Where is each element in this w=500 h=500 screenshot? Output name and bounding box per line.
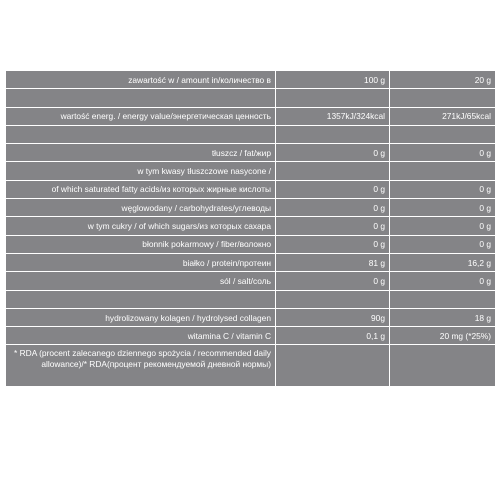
table-row <box>6 217 496 235</box>
per-serving-cell <box>390 125 496 143</box>
nutrient-label-cell: wartość energ. / energy value/энергетическая ценность <box>6 107 276 125</box>
per-serving-cell: 20 mg (*25%) <box>390 327 496 345</box>
per-serving-cell: 0 g <box>390 199 496 217</box>
per-serving-cell <box>390 162 496 180</box>
table-row <box>6 71 496 89</box>
per-serving-cell: 0 g <box>390 144 496 162</box>
per-100g-cell <box>276 345 390 387</box>
nutrient-label-cell: hydrolizowany kolagen / hydrolysed collagen <box>6 308 276 326</box>
per-serving-cell <box>390 290 496 308</box>
per-serving-cell: 16,2 g <box>390 253 496 271</box>
nutrient-label-cell <box>6 89 276 107</box>
per-100g-cell <box>276 125 390 143</box>
per-100g-cell <box>276 89 390 107</box>
per-100g-cell <box>276 290 390 308</box>
table-row <box>6 89 496 107</box>
nutrient-label-cell: * RDA (procent zalecanego dziennego spożycia / recommended daily allowance)/* RDA(процент рекомендуемой дневной нормы) <box>6 345 276 387</box>
per-100g-cell: 0 g <box>276 235 390 253</box>
nutrient-label-cell: białko / protein/протеин <box>6 253 276 271</box>
nutrient-label-cell: w tym kwasy tłuszczowe nasycone / <box>6 162 276 180</box>
per-100g-cell: 81 g <box>276 253 390 271</box>
nutrient-label-cell <box>6 125 276 143</box>
per-serving-cell: 0 g <box>390 272 496 290</box>
nutrient-label-cell: w tym cukry / of which sugars/из которых сахара <box>6 217 276 235</box>
per-100g-cell: 0 g <box>276 199 390 217</box>
per-100g-cell: 1357kJ/324kcal <box>276 107 390 125</box>
per-100g-cell: 100 g <box>276 71 390 89</box>
nutrient-label-cell: węglowodany / carbohydrates/углеводы <box>6 199 276 217</box>
table-row <box>6 180 496 198</box>
table-row <box>6 199 496 217</box>
nutrient-label-cell: tłuszcz / fat/жир <box>6 144 276 162</box>
per-serving-cell: 20 g <box>390 71 496 89</box>
per-serving-cell: 0 g <box>390 217 496 235</box>
table-row <box>6 327 496 345</box>
nutrient-label-cell: sól / salt/соль <box>6 272 276 290</box>
per-serving-cell: 0 g <box>390 180 496 198</box>
nutrient-label-cell: zawartość w / amount in/количество в <box>6 71 276 89</box>
table-row <box>6 308 496 326</box>
per-100g-cell: 0 g <box>276 144 390 162</box>
nutrition-table-body <box>6 71 496 387</box>
table-row <box>6 144 496 162</box>
table-row <box>6 345 496 387</box>
nutrient-label-cell: witamina C / vitamin C <box>6 327 276 345</box>
table-row <box>6 162 496 180</box>
nutrient-label-cell: of which saturated fatty acids/из которых жирные кислоты <box>6 180 276 198</box>
per-100g-cell <box>276 162 390 180</box>
per-100g-cell: 0 g <box>276 180 390 198</box>
table-row <box>6 253 496 271</box>
nutrition-table <box>5 70 496 387</box>
table-row <box>6 272 496 290</box>
nutrient-label-cell <box>6 290 276 308</box>
per-100g-cell: 0 g <box>276 217 390 235</box>
per-serving-cell <box>390 345 496 387</box>
table-row <box>6 235 496 253</box>
table-row <box>6 107 496 125</box>
nutrient-label-cell: błonnik pokarmowy / fiber/волокно <box>6 235 276 253</box>
table-row <box>6 125 496 143</box>
per-serving-cell: 0 g <box>390 235 496 253</box>
per-serving-cell: 271kJ/65kcal <box>390 107 496 125</box>
per-100g-cell: 0 g <box>276 272 390 290</box>
per-serving-cell <box>390 89 496 107</box>
per-100g-cell: 90g <box>276 308 390 326</box>
per-serving-cell: 18 g <box>390 308 496 326</box>
per-100g-cell: 0,1 g <box>276 327 390 345</box>
table-row <box>6 290 496 308</box>
